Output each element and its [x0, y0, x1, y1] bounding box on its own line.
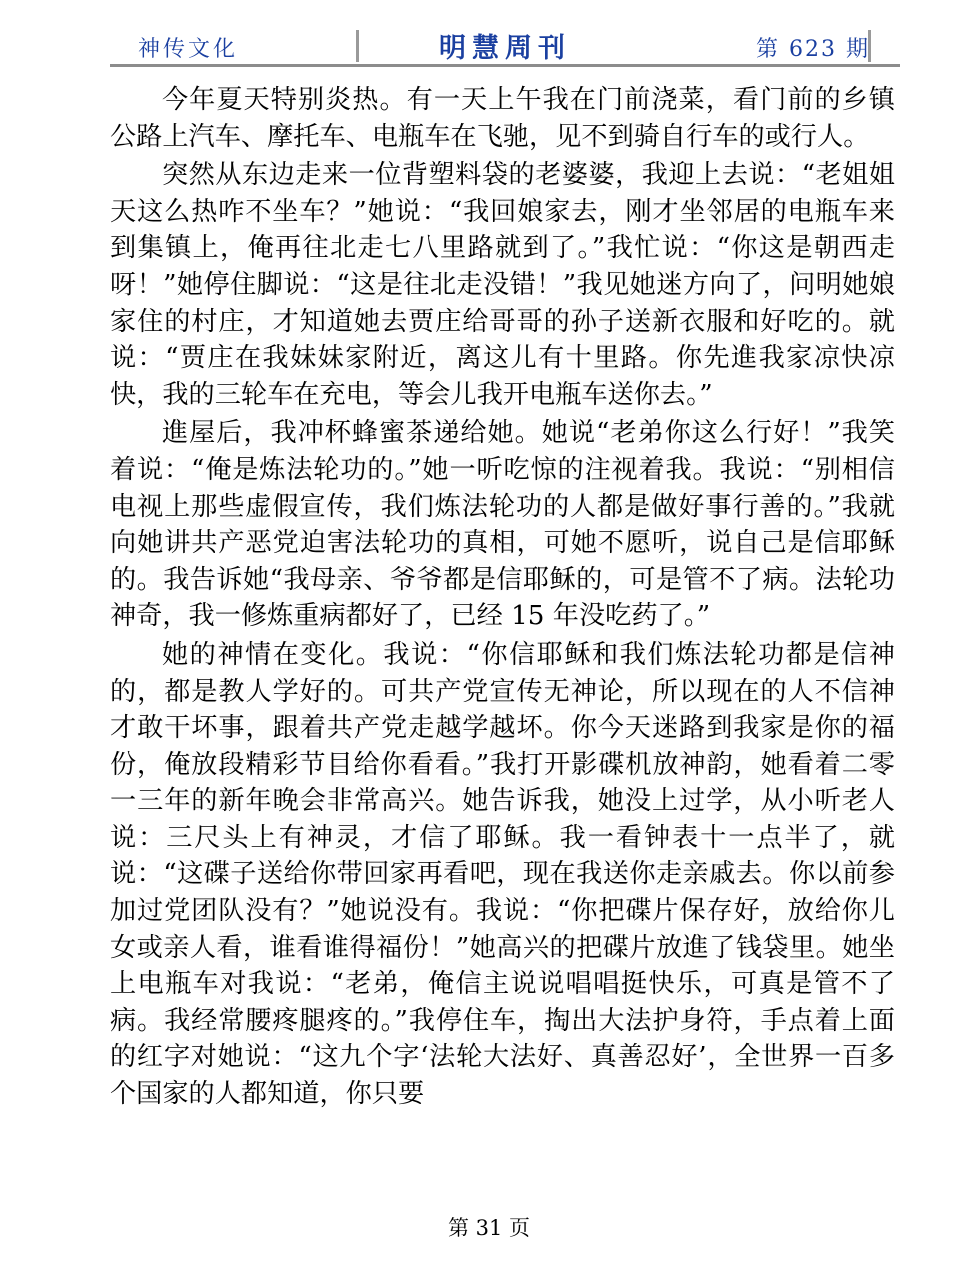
issue-number: 第 623 期	[756, 37, 870, 62]
article-body	[110, 82, 895, 1115]
paragraph: 突然从东边走来一位背塑料袋的老婆婆，我迎上去说：“老姐姐天这么热咋不坐车？”她说：“我回娘家去，刚才坐邻居的电瓶车来到集镇上，俺再往北走七八里路就到了。”我忙说：“你这是朝西走呀！”她停住脚说：“这是往北走没错！”我见她迷方向了，问明她娘家住的村庄，才知道她去贾庄给哥哥的孙子送新衣服和好吃的。就说：“贾庄在我妹妹家附近，离这儿有十里路。你先進我家凉快凉快，我的三轮车在充电，等会儿我开电瓶车送你去。”	[110, 160, 895, 410]
header-rule	[110, 64, 900, 67]
paragraph: 她的神情在变化。我说：“你信耶稣和我们炼法轮功都是信神的，都是教人学好的。可共产党宣传无神论，所以现在的人不信神才敢干坏事，跟着共产党走越学越坏。你今天迷路到我家是你的福份，俺放段精彩节目给你看看。”我打开影碟机放神韵，她看着二零一三年的新年晚会非常高兴。她告诉我，她没上过学，从小听老人说：三尺头上有神灵，才信了耶稣。我一看钟表十一点半了，就说：“这碟子送给你带回家再看吧，现在我送你走亲戚去。你以前参加过党团队没有？”她说没有。我说：“你把碟片保存好，放给你儿女或亲人看，谁看谁得福份！”她高兴的把碟片放進了钱袋里。她坐上电瓶车对我说：“老弟，俺信主说说唱唱挺快乐，可真是管不了病。我经常腰疼腿疼的。”我停住车，掏出大法护身符，手点着上面的红字对她说：“这九个字‘法轮大法好、真善忍好’，全世界一百多个国家的人都知道，你只要	[110, 639, 895, 1110]
page-header	[110, 24, 900, 66]
paragraph: 進屋后，我冲杯蜂蜜茶递给她。她说“老弟你这么行好！”我笑着说：“俺是炼法轮功的。”她一听吃惊的注视着我。我说：“别相信电视上那些虚假宣传，我们炼法轮功的人都是做好事行善的。”我就向她讲共产恶党迫害法轮功的真相，可她不愿听，说自己是信耶稣的。我告诉她“我母亲、爷爷都是信耶稣的，可是管不了病。法轮功神奇，我一修炼重病都好了，已经 15 年没吃药了。”	[110, 418, 895, 632]
paragraph: 今年夏天特别炎热。有一天上午我在门前浇菜，看门前的乡镇公路上汽车、摩托车、电瓶车在飞驰，见不到骑自行车的或行人。	[110, 85, 895, 152]
section-name: 神传文化	[138, 37, 239, 62]
page-number: 第 31 页	[447, 1216, 531, 1240]
publication-title: 明慧周刊	[439, 33, 571, 64]
